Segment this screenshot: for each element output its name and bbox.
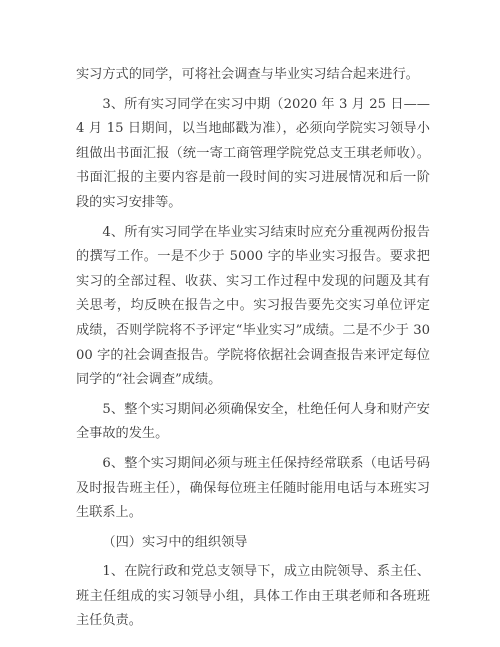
document-body: [76, 63, 430, 639]
paragraph-item-3: 3、所有实习同学在实习中期（2020 年 3 月 25 日——4 月 15 日期间，以当地邮戳为准），必须向学院实习领导小组做出书面汇报（统一寄工商管理学院党总支王琪老师收）。书面汇报的主要内容是前一段时间的实习进展情况和后一阶段的实习安排等。: [76, 96, 430, 210]
section-heading-organization: （四）实习中的组织领导: [102, 534, 248, 550]
paragraph-item-5: 5、整个实习期间必须确保安全，杜绝任何人身和财产安全事故的发生。: [76, 401, 430, 442]
paragraph-item-6: 6、整个实习期间必须与班主任保持经常联系（电话号码及时报告班主任），确保每位班主任随时能用电话与本班实习生联系上。: [76, 455, 430, 521]
paragraph-continuation: 实习方式的同学，可将社会调查与毕业实习结合起来进行。: [76, 67, 419, 82]
paragraph-item-1: 1、在院行政和党总支领导下，成立由院领导、系主任、班主任组成的实习领导小组，具体工作由王琪老师和各班班主任负责。: [76, 564, 430, 629]
paragraph-item-4: 4、所有实习同学在毕业实习结束时应充分重视两份报告的撰写工作。一是不少于 5000 字的毕业实习报告。要求把实习的全部过程、收获、实习工作过程中发现的问题及其有关思考，均反映在报告之中。实习报告要先交实习单位评定成绩，否则学院将不予评定“毕业实习”成绩。二是不少于 3000 字的社会调查报告。学院将依据社会调查报告来评定每位同学的“社会调查”成绩。: [76, 224, 430, 388]
